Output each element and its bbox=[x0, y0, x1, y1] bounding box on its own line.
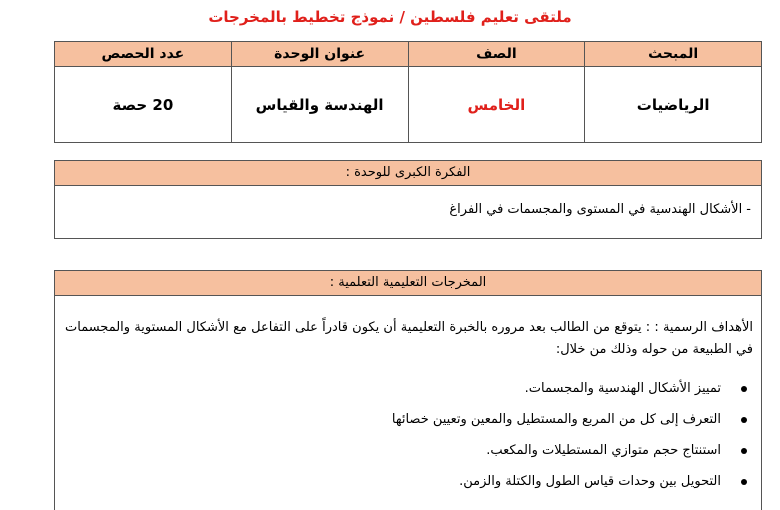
big-idea-text: - الأشكال الهندسية في المستوى والمجسمات في الفراغ bbox=[449, 202, 751, 217]
header-grade: الصف bbox=[408, 42, 585, 67]
value-lesson-count: 20 حصة bbox=[55, 67, 232, 143]
list-item-text: التعرف إلى كل من المربع والمستطيل والمعين وتعيين خصائها bbox=[391, 412, 721, 427]
outcomes-heading: المخرجات التعليمية التعلمية : bbox=[55, 271, 761, 296]
header-lesson-count: عدد الحصص bbox=[55, 42, 232, 67]
outcomes-intro: الأهداف الرسمية : : يتوقع من الطالب بعد مروره بالخبرة التعليمية أن يكون قادراً على التفاعل مع الأشكال المستوية والمجسمات في الطبيعة من حوله وذلك من خلال: bbox=[65, 320, 753, 357]
list-item-text: استنتاج حجم متوازي المستطيلات والمكعب. bbox=[486, 443, 721, 458]
value-subject: الرياضيات bbox=[585, 67, 762, 143]
list-item bbox=[55, 409, 751, 431]
header-subject: المبحث bbox=[585, 42, 762, 67]
header-unit-title: عنوان الوحدة bbox=[231, 42, 408, 67]
page-title: ملتقى تعليم فلسطين / نموذج تخطيط بالمخرجات bbox=[208, 8, 572, 26]
list-item-text: التحويل بين وحدات قياس الطول والكتلة والزمن. bbox=[459, 474, 721, 489]
list-item-text: تمييز الأشكال الهندسية والمجسمات. bbox=[524, 381, 721, 396]
value-grade: الخامس bbox=[408, 67, 585, 143]
list-item bbox=[55, 471, 751, 493]
big-idea-section bbox=[54, 160, 762, 239]
bullet-icon bbox=[741, 448, 747, 454]
bullet-icon bbox=[741, 479, 747, 485]
outcomes-list bbox=[55, 378, 761, 493]
bullet-icon bbox=[741, 386, 747, 392]
big-idea-heading: الفكرة الكبرى للوحدة : bbox=[55, 161, 761, 186]
learning-outcomes-section bbox=[54, 270, 762, 510]
value-unit-title: الهندسة والقياس bbox=[231, 67, 408, 143]
unit-info-table bbox=[54, 41, 762, 143]
bullet-icon bbox=[741, 417, 747, 423]
list-item bbox=[55, 378, 751, 400]
list-item bbox=[55, 440, 751, 462]
